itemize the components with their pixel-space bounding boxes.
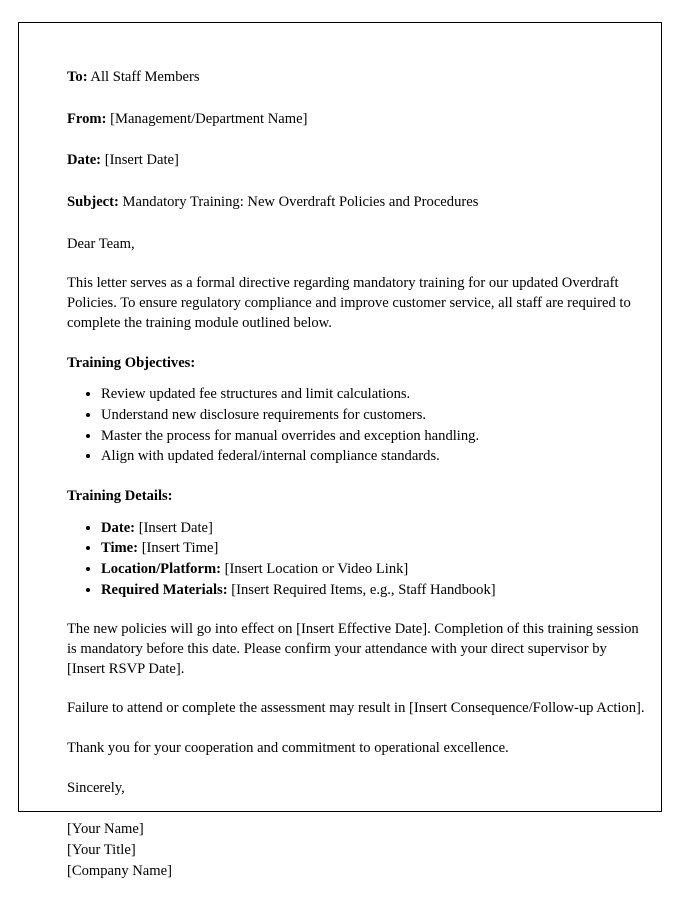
salutation: Dear Team, <box>67 235 135 252</box>
signature-block <box>67 819 647 882</box>
details-heading: Training Details: <box>67 487 173 504</box>
field-date-value: [Insert Date] <box>104 152 179 169</box>
list-item: • Master the process for manual overrides and exception handling. <box>101 427 647 447</box>
field-from-label: From: <box>67 110 107 127</box>
field-from <box>67 110 647 130</box>
signature-name: [Your Name] <box>67 820 144 837</box>
field-subject-value: Mandatory Training: New Overdraft Policies and Procedures <box>122 194 479 211</box>
signature-company: [Company Name] <box>67 862 172 879</box>
detail-label-location: Location/Platform: <box>101 561 221 577</box>
objectives-list <box>67 385 647 467</box>
detail-value-date: [Insert Date] <box>138 519 213 536</box>
detail-label-materials: Required Materials: <box>101 581 228 598</box>
field-from-value: [Management/Department Name] <box>110 110 308 127</box>
field-subject-label: Subject: <box>67 194 119 211</box>
detail-value-materials: [Insert Required Items, e.g., Staff Handbook] <box>231 581 496 598</box>
field-to-label: To: <box>67 69 88 85</box>
closing: Sincerely, <box>67 779 125 796</box>
list-item: • Align with updated federal/internal compliance standards. <box>101 447 647 467</box>
intro-paragraph: This letter serves as a formal directive regarding mandatory training for our updated Overdraft Policies. To ensure regulatory compliance and improve customer service, all staff are required to complete the training module outlined below. <box>67 275 631 331</box>
letter-body <box>67 68 647 882</box>
consequence-paragraph: Failure to attend or complete the assessment may result in [Insert Consequence/Follow-up Action]. <box>67 700 645 717</box>
list-item: • Understand new disclosure requirements for customers. <box>101 406 647 426</box>
field-date <box>67 151 647 171</box>
field-subject <box>67 193 647 213</box>
field-to <box>67 68 647 88</box>
effective-paragraph: The new policies will go into effect on [Insert Effective Date]. Completion of this training session is mandatory before this date. Please confirm your attendance with your direct supervisor by [Insert RSVP Date]. <box>67 621 639 677</box>
list-item <box>101 539 647 559</box>
detail-label-time: Time: <box>101 540 139 557</box>
detail-label-date: Date: <box>101 519 136 536</box>
thanks-paragraph: Thank you for your cooperation and commitment to operational excellence. <box>67 740 509 757</box>
list-item <box>101 519 647 539</box>
objectives-heading: Training Objectives: <box>67 354 196 371</box>
list-item <box>101 560 647 580</box>
list-item <box>101 581 647 601</box>
signature-title: [Your Title] <box>67 841 136 858</box>
field-date-label: Date: <box>67 152 102 169</box>
detail-value-time: [Insert Time] <box>141 540 219 557</box>
details-list <box>67 519 647 601</box>
document-frame <box>18 22 662 879</box>
list-item: • Review updated fee structures and limit calculations. <box>101 385 647 405</box>
field-to-value: All Staff Members <box>90 69 200 85</box>
detail-value-location: [Insert Location or Video Link] <box>224 561 409 577</box>
